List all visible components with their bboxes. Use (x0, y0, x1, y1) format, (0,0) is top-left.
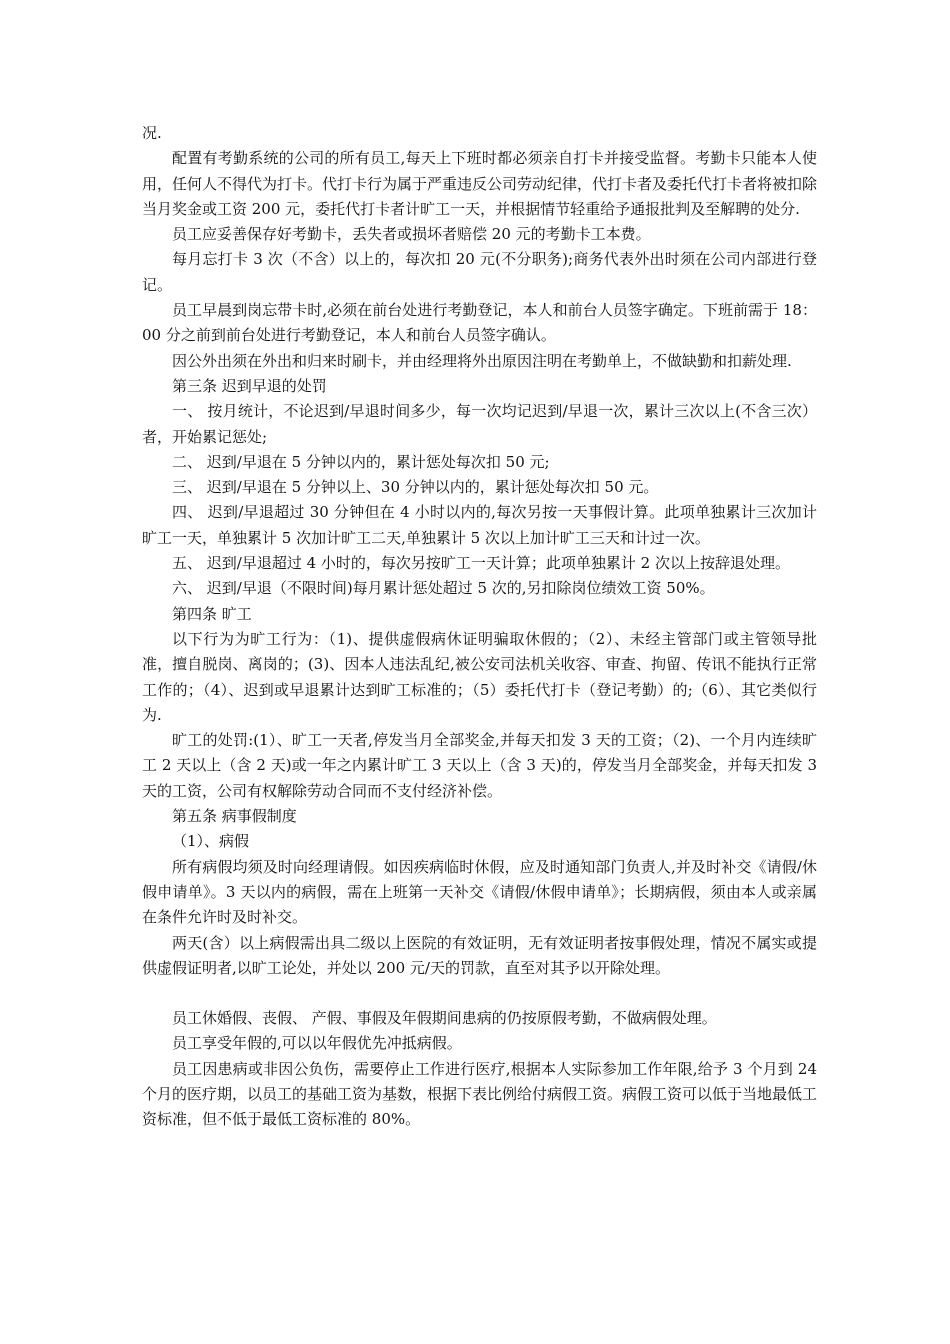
paragraph-continuation: 况. (142, 124, 162, 142)
section-heading-article-5: 第五条 病事假制度 (172, 807, 297, 826)
paragraph-business-trip: 因公外出须在外出和归来时刷卡，并由经理将外出原因注明在考勤单上，不做缺勤和扣薪处理. (172, 351, 792, 370)
paragraph-illness-during-leave: 员工休婚假、丧假、 产假、事假及年假期间患病的仍按原假考勤，不做病假处理。 (172, 1009, 717, 1028)
list-item-late-4: 四、 迟到/早退超过 30 分钟但在 4 小时以内的,每次另按一天事假计算。此项单独累计三次加计旷工一天，单独累计 5 次加计旷工二天,单独累计 5 次以上加计旷工三天和计过一次。 (142, 503, 817, 547)
paragraph-attendance-card-rule: 配置有考勤系统的公司的所有员工,每天上下班时都必须亲自打卡并接受监督。考勤卡只能本人使用，任何人不得代为打卡。代打卡行为属于严重违反公司劳动纪律，代打卡者及委托代打卡者将被扣除当月奖金或工资 200 元，委托代打卡者计旷工一天，并根据情节轻重给予通报批判及至解聘的处分. (142, 149, 818, 218)
paragraph-annual-leave-offset: 员工享受年假的,可以以年假优先冲抵病假。 (172, 1034, 462, 1053)
list-item-late-6: 六、 迟到/早退（不限时间)每月累计惩处超过 5 次的,另扣除岗位绩效工资 50%。 (172, 579, 715, 598)
section-heading-article-3: 第三条 迟到早退的处罚 (172, 376, 327, 395)
paragraph-card-loss: 员工应妥善保存好考勤卡，丢失者或损坏者赔偿 20 元的考勤卡工本费。 (172, 225, 651, 244)
paragraph-forgot-card: 员工早晨到岗忘带卡时,必须在前台处进行考勤登记，本人和前台人员签字确定。下班前需于 18：00 分之前到前台处进行考勤登记，本人和前台人员签字确认。 (142, 301, 817, 345)
paragraph-sick-leave-proof: 两天(含）以上病假需出具二级以上医院的有效证明，无有效证明者按事假处理，情况不属实或提供虚假证明者,以旷工论处，并处以 200 元/天的罚款，直至对其予以开除处理。 (142, 933, 817, 977)
list-item-late-2: 二、 迟到/早退在 5 分钟以内的，累计惩处每次扣 50 元; (172, 452, 550, 471)
paragraph-sick-leave-request: 所有病假均须及时向经理请假。如因疾病临时休假，应及时通知部门负责人,并及时补交《请假/休假申请单》。3 天以内的病假，需在上班第一天补交《请假/休假申请单》；长期病假，须由本人或亲属在条件允许时及时补交。 (142, 857, 817, 927)
paragraph-absenteeism-behaviors: 以下行为为旷工行为：（1)、提供虚假病休证明骗取休假的；（2）、未经主管部门或主管领导批准，擅自脱岗、离岗的；(3)、因本人违法乱纪,被公安司法机关收容、审查、拘留、传讯不能执行正常工作的；（4）、迟到或早退累计达到旷工标准的；（5）委托代打卡（登记考勤）的;（6）、其它类似行为. (142, 629, 817, 724)
list-item-late-1: 一、 按月统计，不论迟到/早退时间多少，每一次均记迟到/早退一次，累计三次以上(不含三次）者，开始累记惩处; (142, 402, 817, 446)
paragraph-forgot-punch: 每月忘打卡 3 次（不含）以上的，每次扣 20 元(不分职务);商务代表外出时须在公司内部进行登记。 (142, 250, 817, 294)
section-heading-article-4: 第四条 旷工 (172, 604, 252, 623)
list-item-late-5: 五、 迟到/早退超过 4 小时的，每次另按旷工一天计算；此项单独累计 2 次以上按辞退处理。 (172, 554, 790, 573)
paragraph-medical-period: 员工因患病或非因公负伤，需要停止工作进行医疗,根据本人实际参加工作年限,给予 3 个月到 24 个月的医疗期，以员工的基础工资为基数，根据下表比例给付病假工资。病假工资可以低于当地最低工资标准，但不低于最低工资标准的 80%。 (142, 1059, 818, 1129)
subheading-sick-leave: （1）、病假 (172, 832, 250, 851)
document-page (142, 121, 817, 1133)
blank-line (142, 981, 817, 1006)
list-item-late-3: 三、 迟到/早退在 5 分钟以上、30 分钟以内的，累计惩处每次扣 50 元。 (172, 478, 659, 497)
paragraph-absenteeism-penalty: 旷工的处罚:(1）、旷工一天者,停发当月全部奖金,并每天扣发 3 天的工资；（2)、一个月内连续旷工 2 天以上（含 2 天)或一年之内累计旷工 3 天以上（含 3 天)的，停发当月全部奖金，并每天扣发 3 天的工资，公司有权解除劳动合同而不支付经济补偿。 (142, 731, 817, 800)
